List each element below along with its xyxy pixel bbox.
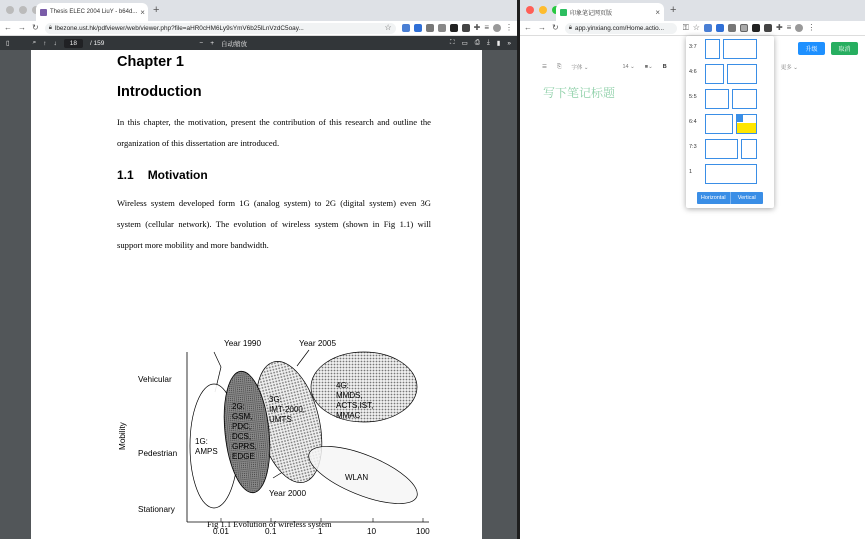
pdf-toolbar: [0, 36, 517, 50]
profile-avatar-icon[interactable]: [795, 24, 803, 32]
orientation-toggle: [697, 192, 763, 204]
camera-extension-icon[interactable]: [752, 24, 760, 32]
page-total: / 159: [89, 39, 105, 47]
reading-list-icon[interactable]: ≡: [786, 23, 792, 32]
ratio-option-6-4[interactable]: 6:4: [686, 111, 774, 137]
cursor-icon: [737, 115, 743, 122]
figure-caption: Fig 1.1 Evolution of wireless system: [207, 519, 332, 529]
pdf-viewer[interactable]: [0, 50, 517, 539]
minimize-window-button[interactable]: [19, 6, 27, 14]
layout-ratio-popup: [686, 36, 774, 208]
tab-title: Thesis ELEC 2004 LiuY - b64d...: [50, 9, 138, 15]
forward-icon[interactable]: →: [18, 23, 26, 32]
tab-yinxiang[interactable]: [556, 3, 664, 21]
y-level-stationary: Stationary: [138, 505, 175, 514]
ratio-option-5-5[interactable]: 5:5: [686, 86, 774, 112]
puzzle-extensions-icon[interactable]: ✚: [473, 23, 481, 32]
text-color-icon[interactable]: ■⌄: [644, 64, 653, 70]
right-browser-window: [520, 0, 865, 539]
download-icon[interactable]: ⤓: [486, 39, 490, 46]
reload-icon[interactable]: ↻: [552, 23, 559, 32]
label-2g: 2G: GSM, PDC, DCS, GPRS, EDGE: [232, 402, 257, 461]
year-2005-line: [297, 350, 309, 366]
tab-bar: [0, 0, 517, 21]
close-window-button[interactable]: [526, 6, 534, 14]
x-tick-2: 1: [318, 527, 323, 536]
label-wlan: WLAN: [345, 473, 369, 482]
x-tick-3: 10: [367, 527, 377, 536]
new-tab-button[interactable]: +: [670, 4, 677, 16]
window-controls: [526, 6, 560, 14]
tab-bar: [520, 0, 865, 21]
lock-icon: 🔒︎: [568, 24, 572, 31]
year-2005-label: Year 2005: [299, 339, 337, 348]
url-field[interactable]: [45, 23, 396, 34]
presentation-mode-icon[interactable]: ⛶: [450, 39, 455, 46]
sidebar-toggle-icon[interactable]: ▯: [6, 40, 10, 47]
zoom-select[interactable]: 自动缩放: [221, 40, 248, 48]
evernote-favicon-icon: [560, 9, 567, 16]
rocket-extension-icon[interactable]: [764, 24, 772, 32]
font-select[interactable]: 字体 ⌄: [571, 65, 589, 71]
year-2000-label: Year 2000: [269, 489, 307, 498]
minimize-window-button[interactable]: [539, 6, 547, 14]
horizontal-button[interactable]: Horizontal: [700, 195, 726, 201]
region-4g: [311, 352, 417, 422]
introduction-heading: Introduction: [117, 84, 202, 100]
section-title: Motivation: [147, 168, 208, 182]
reading-list-icon[interactable]: ≡: [484, 23, 489, 32]
more-menu[interactable]: 更多 ⌄: [780, 65, 798, 71]
zoom-out-button[interactable]: −: [199, 39, 204, 47]
address-bar: [520, 21, 865, 36]
label-4g: 4G: MMDS, ACTS,IST, MMAC: [336, 381, 374, 420]
back-icon[interactable]: ←: [524, 23, 532, 32]
chapter-heading: Chapter 1: [117, 54, 184, 70]
year-1990-label: Year 1990: [224, 339, 262, 348]
intro-paragraph: In this chapter, the motivation, present the contribution of this research and outline the organization of this dissertation are introduced.: [117, 117, 431, 148]
word-extension-icon[interactable]: [716, 24, 724, 32]
ratio-option-7-3[interactable]: 7:3: [686, 136, 774, 162]
extensions-bar: [402, 24, 513, 32]
menu-dots-icon[interactable]: ⋮: [505, 23, 513, 32]
y-level-vehicular: Vehicular: [138, 375, 172, 384]
pdf-page: [31, 50, 482, 539]
x-tick-4: 100: [416, 527, 430, 536]
font-size-select[interactable]: 14 ⌄: [622, 64, 635, 70]
next-page-icon[interactable]: ↓: [53, 39, 57, 47]
close-tab-icon[interactable]: ×: [655, 7, 660, 17]
print-icon[interactable]: ⎙: [474, 39, 480, 46]
find-icon[interactable]: ⌕: [32, 39, 37, 46]
extensions-bar: [683, 24, 816, 32]
url-text: app.yinxiang.com/Home.actio...: [574, 24, 665, 32]
note-title-input[interactable]: 写下笔记标题: [543, 86, 616, 100]
x-tick-1: 0.1: [265, 527, 277, 536]
screen-extension-icon[interactable]: [426, 24, 434, 32]
reload-icon[interactable]: ↻: [32, 23, 39, 32]
close-tab-icon[interactable]: ×: [140, 7, 145, 17]
cancel-button[interactable]: 取消: [831, 42, 858, 55]
page-number-input[interactable]: 18: [64, 39, 83, 48]
prev-page-icon[interactable]: ↑: [43, 39, 47, 47]
puzzle-extensions-icon[interactable]: ✚: [775, 23, 783, 32]
checklist-icon[interactable]: ☰: [542, 64, 547, 70]
menu-dots-icon[interactable]: ⋮: [807, 23, 816, 32]
pdf-favicon-icon: [40, 9, 47, 16]
bold-icon[interactable]: B: [662, 64, 667, 70]
bookmark-star-icon[interactable]: ☆: [384, 23, 392, 32]
tab-title: 印象笔记网页版: [570, 10, 613, 17]
back-icon[interactable]: ←: [4, 23, 12, 32]
ratio-option-4-6[interactable]: 4:6: [686, 61, 774, 87]
tools-icon[interactable]: »: [507, 39, 511, 47]
lock-icon: 🔒︎: [48, 24, 52, 31]
section-heading: [117, 168, 208, 182]
attachment-icon[interactable]: ⎘: [556, 63, 562, 70]
url-field[interactable]: [565, 23, 677, 34]
upgrade-button[interactable]: 升级: [798, 42, 825, 55]
tab-thesis[interactable]: [36, 3, 148, 21]
new-tab-button[interactable]: +: [153, 4, 160, 16]
rocket-extension-icon[interactable]: [462, 24, 470, 32]
y-axis-label: Mobility: [118, 422, 127, 450]
cast-extension-icon[interactable]: [438, 24, 446, 32]
window-controls: [6, 6, 40, 14]
close-window-button[interactable]: [6, 6, 14, 14]
label-3g: 3G: IMT-2000, UMTS: [269, 395, 306, 424]
forward-icon[interactable]: →: [538, 23, 546, 32]
screen-extension-icon[interactable]: [728, 24, 736, 32]
zoom-in-button[interactable]: +: [210, 39, 215, 47]
layout-extension-icon[interactable]: [740, 24, 748, 32]
address-bar: [0, 21, 517, 36]
y-level-pedestrian: Pedestrian: [138, 449, 178, 458]
label-1g: 1G: AMPS: [195, 437, 218, 456]
bookmark-icon[interactable]: ▮: [496, 40, 501, 47]
ratio-option-1[interactable]: 1: [686, 161, 774, 187]
translate-extension-icon[interactable]: [402, 24, 410, 32]
url-text: lbezone.ust.hk/pdfviewer/web/viewer.php?file=aHR0cHM6Ly9sYmV6b25lLnVzdC5oay...: [54, 24, 304, 32]
ratio-option-3-7[interactable]: 3:7: [686, 36, 774, 62]
camera-extension-icon[interactable]: [450, 24, 458, 32]
profile-avatar-icon[interactable]: [493, 24, 501, 32]
motivation-paragraph: Wireless system developed form 1G (analog system) to 2G (digital system) even 3G system (cellular network). The evolution of wireless system (shown in Fig 1.1) will support more mobility and more bandwidth.: [117, 198, 431, 250]
key-icon[interactable]: ⚿: [682, 23, 689, 32]
section-number: 1.1: [117, 168, 134, 182]
translate-extension-icon[interactable]: [704, 24, 712, 32]
word-extension-icon[interactable]: [414, 24, 422, 32]
x-tick-0: 0.01: [213, 527, 229, 536]
bookmark-star-icon[interactable]: ☆: [692, 23, 700, 32]
vertical-button[interactable]: Vertical: [730, 192, 764, 204]
open-file-icon[interactable]: ▭: [461, 40, 468, 47]
